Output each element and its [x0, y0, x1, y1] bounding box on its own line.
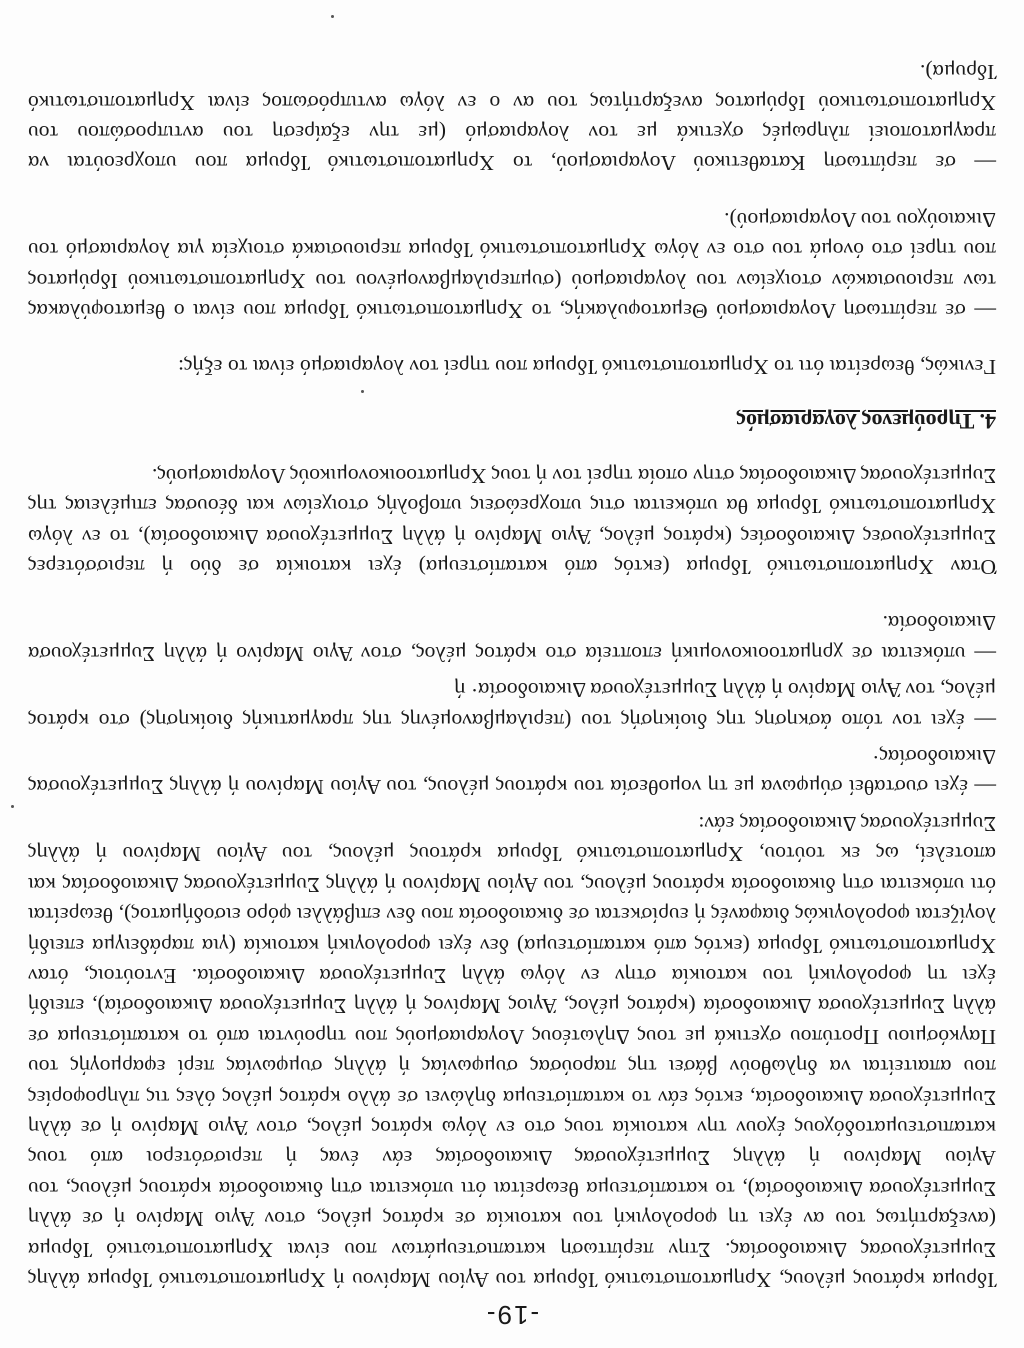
condition-management: — έχει τον τόπο άσκησης της διοίκησής του (περιλαμβανομένης της πραγματικής διοίκησης) στο κράτος μέλος, τον Άγιο Μαρίνο ή άλλη Συμμετέχουσα Δικαιοδοσία· ή: [28, 678, 996, 733]
paragraph-financial-institution-residence: Ίδρυμα κράτους μέλους, Χρηματοπιστωτικό Ίδρυμα του Αγίου Μαρίνου ή Χρηματοπιστωτικό Ίδρυμα άλλης Συμμετέχουσας Δικαιοδοσίας. Στην περίπτωση καταπιστευμάτων που είναι Χρηματοπιστωτικό Ίδρυμα (ανεξαρτήτως του αν έχει τη φορολογική του κατοικία σε κράτος μέλος, στον Άγιο Μαρίνο ή σε άλλη Συμμετέχουσα Δικαιοδοσία), το καταπίστευμα θεωρείται ότι υπόκειται στη δικαιοδοσία κράτους μέλους, του Αγίου Μαρίνου ή άλλης Συμμετέχουσας Δικαιοδοσίας εάν ένας ή περισσότεροι από τους καταπιστευματοδόχους έχουν την κατοικία τους στο εν λόγω κράτος μέλος, στον Άγιο Μαρίνο ή σε άλλη Συμμετέχουσα Δικαιοδοσία, εκτός εάν το καταπίστευμα δηλώνει σε άλλο κράτος μέλος όλες τις πληροφορίες που απαιτείται να δηλωθούν βάσει της παρούσας συμφωνίας ή άλλης συμφωνίας περί εφαρμογής του Παγκόσμιου Προτύπου σχετικά με τους Δηλωτέους Λογαριασμούς που τηρούνται από το καταπίστευμα σε άλλη Συμμετέχουσα Δικαιοδοσία (κράτος μέλος, Άγιος Μαρίνος ή άλλη Συμμετέχουσα Δικαιοδοσία), επειδή έχει τη φορολογική του κατοικία στην εν λόγω άλλη Συμμετέχουσα Δικαιοδοσία. Εντούτοις, όταν Χρηματοπιστωτικό Ίδρυμα (εκτός από καταπίστευμα) δεν έχει φορολογική κατοικία (για παράδειγμα επειδή λογίζεται φορολογικώς διαφανές ή ευρίσκεται σε δικαιοδοσία που δεν επιβάλλει φόρο εισοδήματος), θεωρείται ότι υπόκειται στη δικαιοδοσία κράτους μέλους, του Αγίου Μαρίνου ή άλλης Συμμετέχουσας Δικαιοδοσίας και αποτελεί, ως εκ τούτου, Χρηματοπιστωτικό Ίδρυμα κράτους μέλους, του Αγίου Μαρίνου ή άλλης Συμμετέχουσας Δικαιοδοσίας εάν:: [28, 811, 996, 1292]
condition-established: — έχει συσταθεί σύμφωνα με τη νομοθεσία του κράτους μέλους, του Αγίου Μαρίνου ή άλλης Συμμετέχουσας Δικαιοδοσίας·: [28, 745, 996, 800]
section-item-depository: — σε περίπτωση Καταθετικού Λογαριασμού, το Χρηματοπιστωτικό Ίδρυμα που υποχρεούται να πραγματοποιεί πληρωμές σχετικά με τον λογαριασμό (με την εξαίρεση του αντιπροσώπου του Χρηματοπιστωτικού Ιδρύματος ανεξαρτήτως του αν ο εν λόγω αντιπρόσωπος είναι Χρηματοπιστωτικό Ίδρυμα).: [28, 60, 996, 176]
page-content: [28, 31, 996, 1330]
section-heading: 4. Τηρούμενος λογαριασμός: [736, 409, 996, 435]
section-intro: Γενικώς, θεωρείται ότι το Χρηματοπιστωτικό Ίδρυμα που τηρεί τον λογαριασμό είναι το εξής:: [177, 355, 996, 380]
scan-speck: [11, 805, 14, 808]
condition-supervision: — υπόκειται σε χρηματοοικονομική εποπτεία στο κράτος μέλος, στον Άγιο Μαρίνο ή άλλη Συμμετέχουσα Δικαιοδοσία.: [28, 611, 996, 666]
scan-speck: [331, 15, 334, 18]
section-item-custodial: — σε περίπτωση Λογαριασμού Θεματοφυλακής, το Χρηματοπιστωτικό Ίδρυμα που είναι ο θεματοφύλακας των περιουσιακών στοιχείων του λογαριασμού (συμπεριλαμβανομένου του Χρηματοπιστωτικού Ιδρύματος που τηρεί στο όνομά του στο εν λόγω Χρηματοπιστωτικό Ίδρυμα περιουσιακά στοιχεία για λογαριασμό του Δικαιούχου του Λογαριασμού).: [28, 207, 996, 324]
paragraph-multiple-residence: Όταν Χρηματοπιστωτικό Ίδρυμα (εκτός από καταπίστευμα) έχει κατοικία σε δύο ή περισσότερες Συμμετέχουσες Δικαιοδοσίες (κράτος μέλος, Άγιο Μαρίνο ή άλλη Συμμετέχουσα Δικαιοδοσία), το εν λόγω Χρηματοπιστωτικό Ίδρυμα θα υπόκειται στις υποχρεώσεις υποβολής στοιχείων και δέουσας επιμέλειας της Συμμετέχουσας Δικαιοδοσίας στην οποία τηρεί τον ή τους Χρηματοοικονομικούς Λογαριασμούς.: [28, 463, 996, 580]
page-number: -19-: [484, 1300, 540, 1330]
scan-speck: [361, 390, 364, 393]
